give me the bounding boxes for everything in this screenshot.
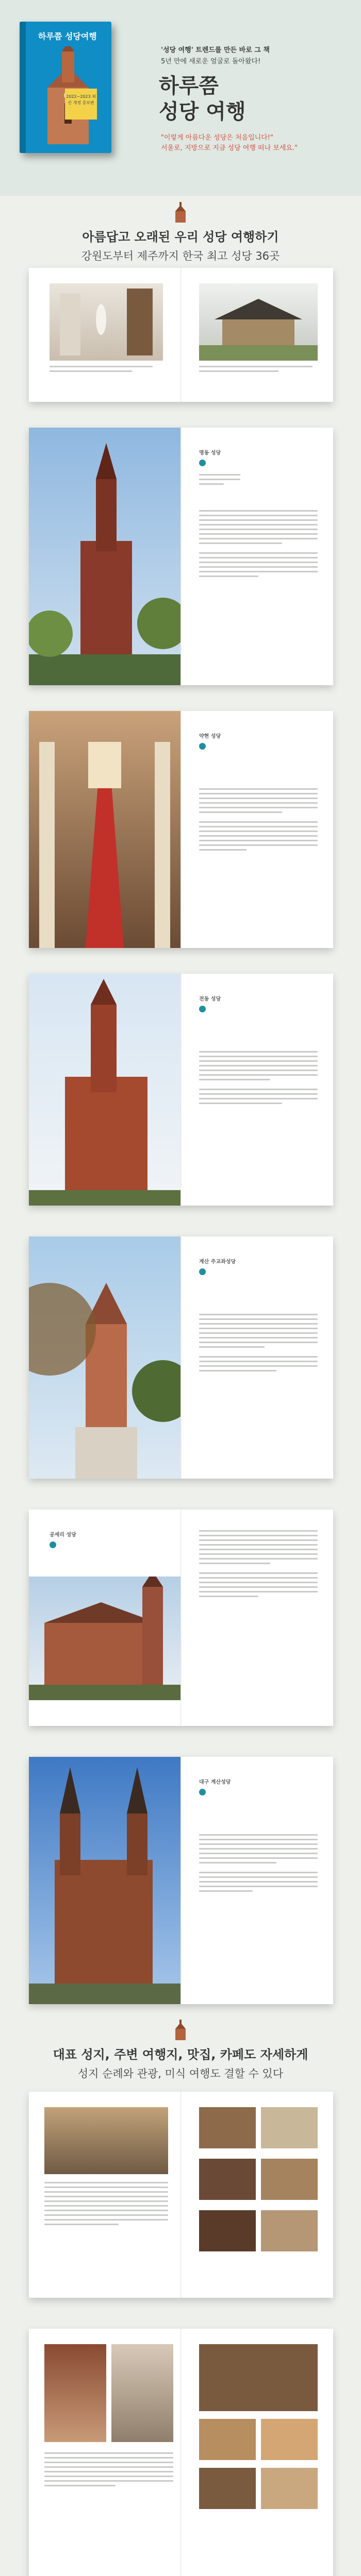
hero-big-title: [159, 73, 246, 125]
photo-food-3: [199, 2159, 256, 2200]
photo-page-4: [29, 1236, 180, 1479]
section2-header: [0, 2044, 361, 2081]
photo-page-5: [29, 1577, 180, 1700]
hero-quote-line1: "이렇게 아름다운 성당은 처음입니다!": [161, 134, 273, 142]
photo-food-11: [261, 2468, 318, 2509]
photo-page-1: [29, 428, 180, 685]
book-spine: [20, 22, 26, 153]
teal-marker-icon: [199, 1268, 206, 1275]
section1-line1: 아름답고 오래된 우리 성당 여행하기: [82, 230, 279, 244]
photo-food-1: [199, 2107, 256, 2148]
teal-marker-icon: [50, 1541, 56, 1548]
spread-page-6: [29, 1757, 333, 2004]
section1-header: [0, 227, 361, 263]
spread-page-2: [29, 711, 333, 948]
hero-copy-line1: '성당 여행' 트렌드를 만든 바로 그 책: [161, 46, 270, 54]
photo-food-8: [199, 2419, 256, 2460]
hero-quote-line2: 서울로, 지방으로 지금 성당 여행 떠나 보세요.": [161, 144, 298, 152]
section2-line1: 대표 성지, 주변 여행지, 맛집, 카페도 자세하게: [53, 2047, 308, 2062]
photo-travel-2: [44, 2344, 106, 2442]
section2-line2: 성지 순례와 관광, 미식 여행도 결할 수 있다: [77, 2067, 284, 2080]
spread-intro: [29, 268, 333, 402]
photo-page-3: [29, 974, 180, 1206]
photo-food-5: [199, 2210, 256, 2251]
spread-page-5: [29, 1510, 333, 1726]
spread-travel-info-1: [29, 2092, 333, 2298]
photo-food-9: [261, 2419, 318, 2460]
section1-line2: 강원도부터 제주까지 한국 최고 성당 36곳: [81, 250, 280, 262]
photo-food-7: [199, 2344, 318, 2411]
teal-marker-icon: [199, 743, 206, 750]
page-2-title: 약현 성당: [199, 734, 221, 739]
hero-banner: [0, 0, 361, 196]
book-title: 하루쯤 성당여행: [38, 31, 97, 41]
book-cover: [20, 22, 111, 153]
page-4-title: 계산 주교좌성당: [199, 1259, 236, 1265]
photo-food-2: [261, 2107, 318, 2148]
photo-travel-3: [111, 2344, 173, 2442]
hero-copy-line2: 5년 만에 새로운 얼굴로 돌아왔다!: [161, 58, 261, 65]
photo-food-6: [261, 2210, 318, 2251]
photo-travel-1: [44, 2107, 168, 2174]
church-mini-icon: [170, 2020, 191, 2040]
page-6-title: 대구 계산성당: [199, 1780, 231, 1785]
spread-page-3: [29, 974, 333, 1206]
spread-page-4: [29, 1236, 333, 1479]
teal-marker-icon: [199, 1789, 206, 1795]
page-1-title: 명동 성당: [199, 450, 221, 456]
photo-page-6: [29, 1757, 180, 2004]
church-mini-icon: [170, 202, 191, 223]
teal-marker-icon: [199, 460, 206, 466]
edition-tag: 2022~2023 최신 개정 증보판: [65, 89, 97, 120]
photo-food-10: [199, 2468, 256, 2509]
hero-big-title-line2: 성당 여행: [159, 100, 246, 124]
hero-big-title-line1: 하루쯤: [159, 74, 219, 98]
photo-interior-statue: [50, 283, 163, 361]
page-5-title: 공세리 성당: [50, 1532, 76, 1538]
photo-food-4: [261, 2159, 318, 2200]
photo-hanok-church: [199, 283, 318, 361]
photo-page-2: [29, 711, 180, 948]
spread-travel-info-2: [29, 2329, 333, 2576]
teal-marker-icon: [199, 1006, 206, 1012]
spread-page-1: [29, 428, 333, 685]
page-3-title: 전동 성당: [199, 996, 221, 1002]
